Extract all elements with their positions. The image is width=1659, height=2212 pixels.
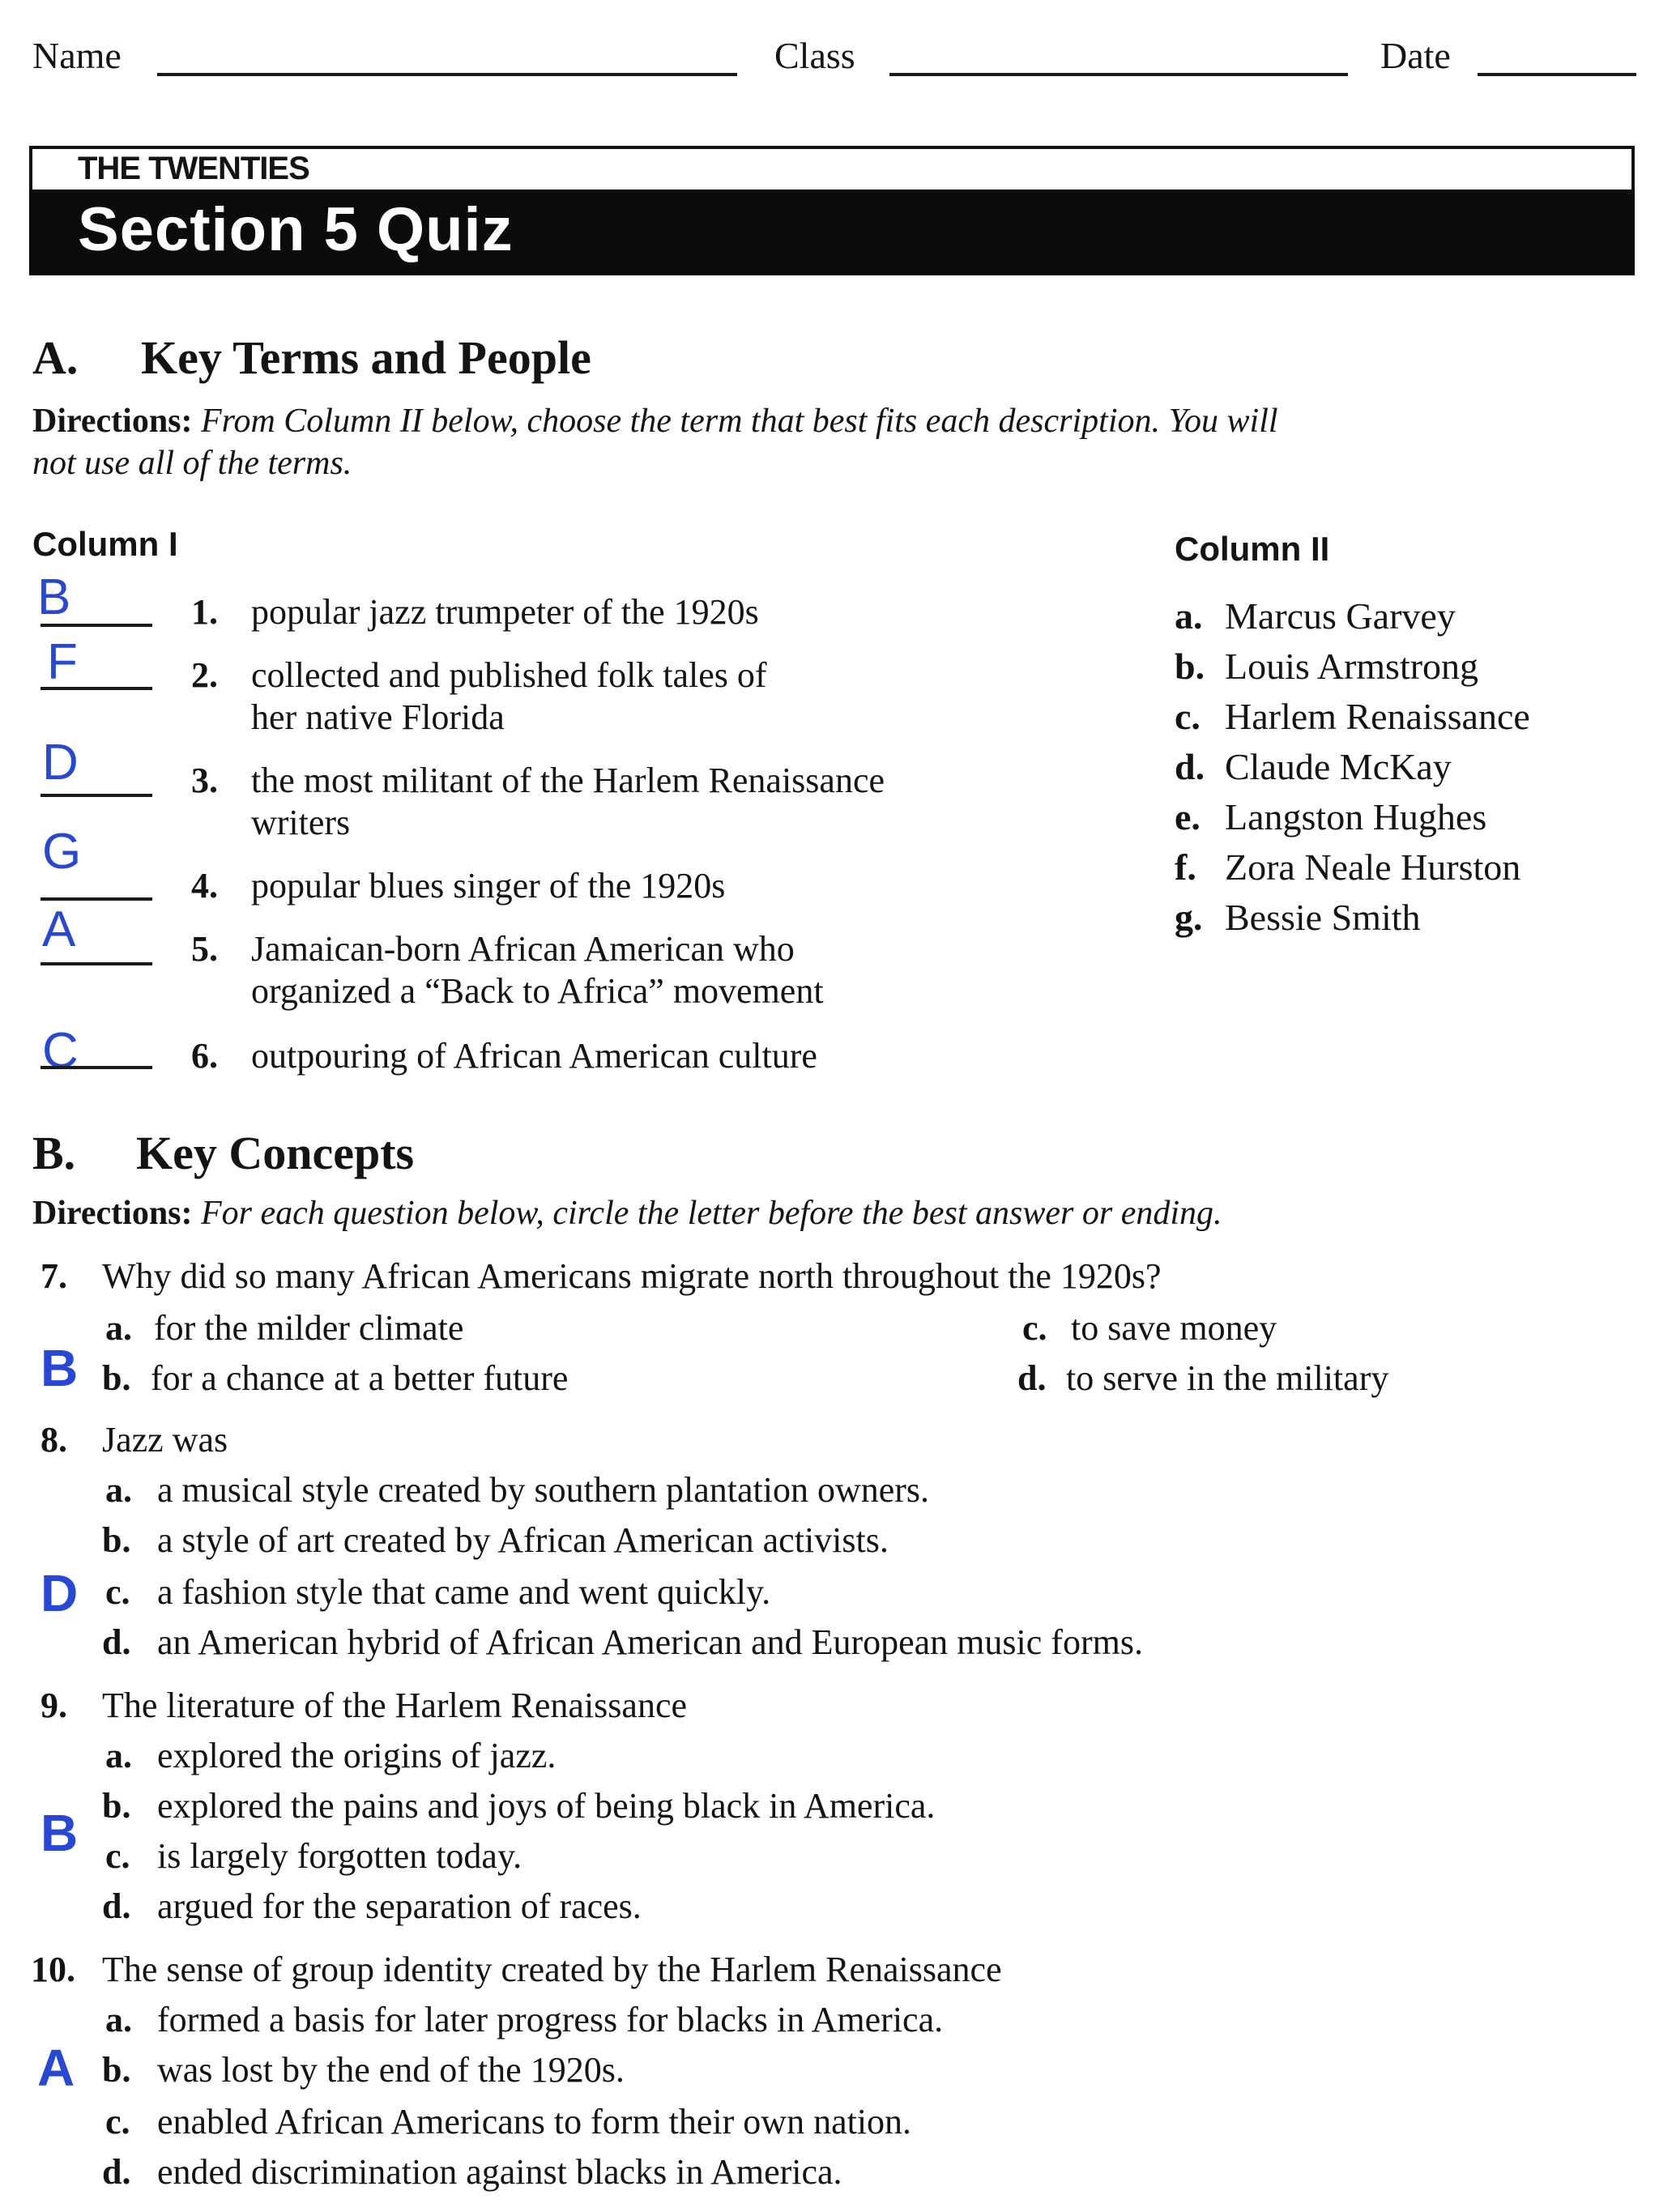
section-a-letter: A. [32, 331, 79, 384]
option-text: to save money [1071, 1308, 1277, 1348]
option-9b[interactable] [102, 1785, 935, 1826]
option-text: explored the pains and joys of being black in America. [157, 1786, 936, 1826]
section-a-directions [32, 400, 1644, 442]
answer-blank[interactable] [41, 794, 152, 797]
question-text: Why did so many African Americans migrate north throughout the 1920s? [102, 1256, 1162, 1296]
term-text: Marcus Garvey [1225, 595, 1456, 637]
option-letter: c. [105, 1572, 130, 1612]
term-a [1175, 595, 1456, 637]
item-description-cont: organized a “Back to Africa” movement [251, 971, 824, 1011]
item-number: 2. [191, 655, 218, 695]
term-letter: g. [1175, 897, 1203, 938]
option-letter: c. [105, 2102, 130, 2142]
chapter-kicker: THE TWENTIES [78, 151, 309, 186]
directions-text-line2: not use all of the terms. [32, 445, 352, 482]
term-g [1175, 896, 1421, 939]
handwritten-answer: A [37, 2039, 75, 2097]
section-b-title: Key Concepts [136, 1127, 415, 1179]
option-text: an American hybrid of African American and European music forms. [157, 1622, 1143, 1662]
option-8c[interactable] [105, 1571, 770, 1613]
item-description-cont: her native Florida [251, 697, 505, 737]
section-b-letter: B. [32, 1127, 76, 1179]
option-letter: d. [102, 1622, 131, 1662]
name-field[interactable] [157, 73, 737, 76]
class-field[interactable] [889, 73, 1348, 76]
term-d [1175, 745, 1452, 788]
item-number: 1. [191, 592, 218, 632]
item-description: popular blues singer of the 1920s [251, 866, 726, 906]
term-text: Harlem Renaissance [1225, 696, 1530, 737]
option-8d[interactable] [102, 1622, 1143, 1663]
option-7c[interactable] [1022, 1307, 1277, 1349]
item-number: 4. [191, 866, 218, 906]
item-description: collected and published folk tales of [251, 655, 767, 695]
question-number: 10. [31, 1950, 75, 1989]
name-label: Name [32, 35, 122, 76]
directions-text: For each question below, circle the letter before the best answer or ending. [201, 1195, 1222, 1232]
directions-label: Directions: [32, 403, 193, 440]
option-text: for the milder climate [154, 1308, 464, 1348]
handwritten-answer: G [42, 824, 82, 880]
term-letter: e. [1175, 796, 1201, 837]
option-letter: d. [102, 1886, 131, 1926]
option-10a[interactable] [105, 1999, 943, 2040]
term-e [1175, 795, 1486, 838]
option-letter: a. [105, 1470, 132, 1510]
option-text: formed a basis for later progress for blacks in America. [157, 2000, 944, 2039]
option-letter: c. [1022, 1308, 1047, 1348]
option-9a[interactable] [105, 1735, 556, 1776]
option-text: was lost by the end of the 1920s. [157, 2050, 625, 2090]
handwritten-answer: D [41, 1564, 79, 1622]
option-10d[interactable] [102, 2151, 842, 2193]
directions-text-line1: From Column II below, choose the term that best fits each description. You will [201, 403, 1278, 440]
item-description: outpouring of African American culture [251, 1036, 817, 1076]
question-text: The literature of the Harlem Renaissance [102, 1686, 688, 1725]
term-b [1175, 645, 1478, 688]
option-text: enabled African Americans to form their own nation. [157, 2102, 912, 2142]
column-1-heading: Column I [32, 525, 178, 563]
option-letter: b. [102, 2050, 131, 2090]
option-letter: b. [102, 1358, 131, 1398]
item-number: 5. [191, 929, 218, 969]
page-title: Section 5 Quiz [78, 195, 514, 264]
question-text: Jazz was [102, 1420, 228, 1460]
question-text: The sense of group identity created by the Harlem Renaissance [102, 1950, 1002, 1989]
option-text: a fashion style that came and went quickly. [157, 1572, 771, 1612]
question-number: 9. [41, 1686, 67, 1725]
term-letter: a. [1175, 595, 1203, 637]
option-7d[interactable] [1017, 1357, 1388, 1399]
term-letter: f. [1175, 846, 1196, 888]
term-text: Claude McKay [1225, 746, 1452, 787]
term-text: Zora Neale Hurston [1225, 846, 1521, 888]
handwritten-answer: D [42, 735, 79, 791]
item-description-cont: writers [251, 803, 351, 842]
option-text: to serve in the military [1066, 1358, 1389, 1398]
option-letter: a. [105, 2000, 132, 2039]
question-number: 8. [41, 1420, 67, 1460]
item-description: popular jazz trumpeter of the 1920s [251, 592, 759, 632]
section-a-title: Key Terms and People [141, 331, 591, 384]
option-text: ended discrimination against blacks in America. [157, 2152, 842, 2192]
handwritten-answer: C [42, 1023, 79, 1079]
option-8b[interactable] [102, 1519, 889, 1561]
option-letter: d. [102, 2152, 131, 2192]
option-7a[interactable] [105, 1307, 463, 1349]
term-text: Louis Armstrong [1225, 646, 1479, 687]
term-letter: c. [1175, 696, 1201, 737]
option-letter: a. [105, 1736, 132, 1775]
term-text: Bessie Smith [1225, 897, 1421, 938]
option-text: argued for the separation of races. [157, 1886, 642, 1926]
option-text: a style of art created by African American activists. [157, 1520, 889, 1560]
section-b-directions [32, 1192, 1644, 1234]
answer-blank[interactable] [41, 624, 152, 627]
item-number: 3. [191, 761, 218, 800]
directions-label: Directions: [32, 1195, 193, 1232]
option-10b[interactable] [102, 2049, 625, 2091]
term-letter: b. [1175, 646, 1205, 687]
option-letter: c. [105, 1836, 130, 1876]
option-10c[interactable] [105, 2101, 911, 2142]
item-description: the most militant of the Harlem Renaissance [251, 761, 885, 800]
answer-blank[interactable] [41, 687, 152, 690]
option-letter: a. [105, 1308, 132, 1348]
class-label: Class [774, 35, 855, 76]
handwritten-answer: B [37, 569, 71, 625]
option-letter: b. [102, 1520, 131, 1560]
option-text: is largely forgotten today. [157, 1836, 522, 1876]
term-c [1175, 695, 1530, 738]
term-f [1175, 846, 1520, 889]
handwritten-answer: F [47, 634, 78, 690]
handwritten-answer: B [41, 1804, 79, 1862]
option-letter: b. [102, 1786, 131, 1826]
term-text: Langston Hughes [1225, 796, 1487, 837]
column-2-heading: Column II [1175, 530, 1330, 568]
section-a-directions-line2 [32, 442, 352, 484]
date-field[interactable] [1478, 73, 1636, 76]
option-text: a musical style created by southern plantation owners. [157, 1470, 930, 1510]
option-9d[interactable] [102, 1886, 642, 1927]
term-letter: d. [1175, 746, 1205, 787]
date-label: Date [1380, 35, 1451, 76]
option-text: explored the origins of jazz. [157, 1736, 557, 1775]
option-8a[interactable] [105, 1469, 929, 1511]
question-number: 7. [41, 1256, 67, 1296]
answer-blank[interactable] [41, 962, 152, 965]
option-7b[interactable] [102, 1357, 568, 1399]
handwritten-answer: B [41, 1339, 79, 1397]
answer-blank[interactable] [41, 1066, 152, 1069]
handwritten-answer: A [42, 901, 76, 957]
option-text: for a chance at a better future [151, 1358, 569, 1398]
item-description: Jamaican-born African American who [251, 929, 795, 969]
item-number: 6. [191, 1036, 218, 1076]
option-letter: d. [1017, 1358, 1047, 1398]
option-9c[interactable] [105, 1835, 522, 1877]
